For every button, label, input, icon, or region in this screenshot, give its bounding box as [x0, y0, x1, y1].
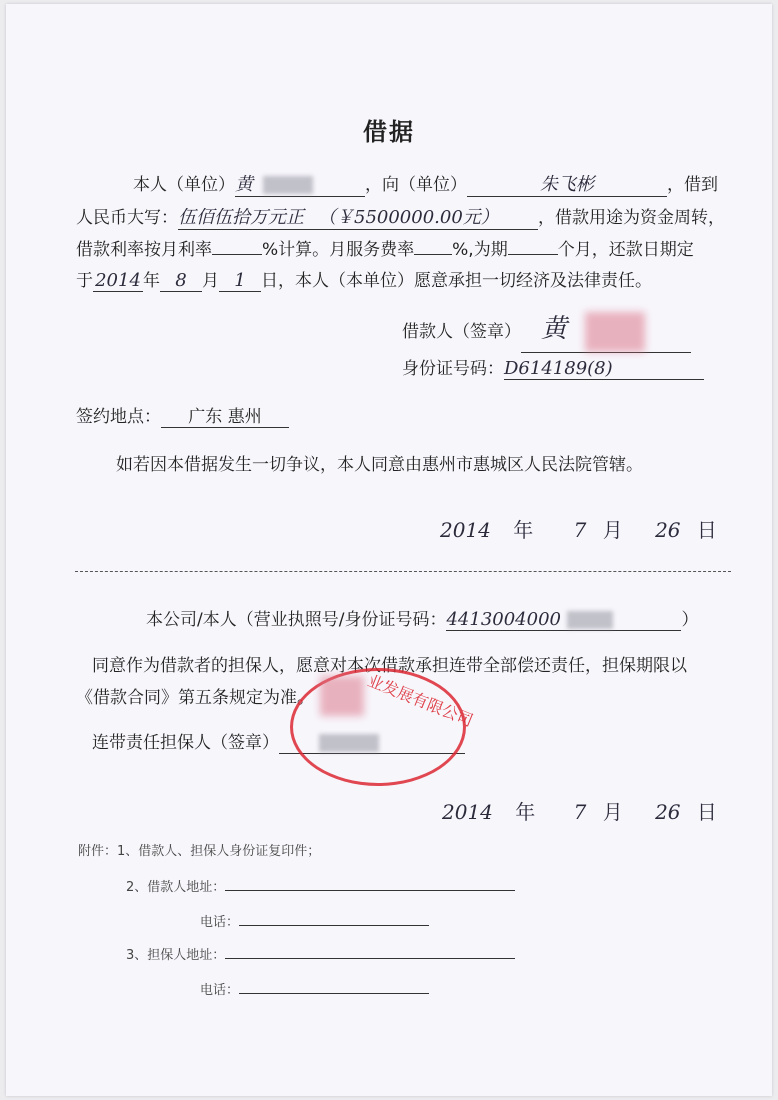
repay-label: 个月，还款日期定 [557, 240, 694, 260]
company-seal-text: 业发展有限公司 [364, 670, 476, 731]
signing-date-2 [442, 796, 717, 825]
guarantor-phone-blank [239, 981, 429, 994]
guarantor-license-label: 本公司/本人（营业执照号/身份证号码： [146, 610, 447, 630]
repay-month: 8 [160, 270, 202, 292]
document-title: 借据 [363, 118, 415, 146]
guarantor-phone-row [200, 979, 429, 998]
borrower-signature-row [402, 308, 691, 353]
borrower-name: 黄 [235, 174, 253, 195]
liability-text: 日，本人（本单位）愿意承担一切经济及法律责任。 [261, 271, 652, 291]
term-label: %,为期 [452, 240, 508, 260]
attachment-item-1: 附件：1、借款人、担保人身份证复印件； [78, 844, 321, 859]
cut-line-divider [75, 571, 731, 572]
redacted-license [567, 611, 613, 629]
date2-day: 26 [655, 800, 681, 824]
guarantor-sign-label: 连带责任担保人（签章） [92, 733, 279, 753]
borrower-phone-label: 电话： [200, 915, 240, 930]
borrower-phone-row [200, 911, 429, 930]
guarantor-license-line [146, 605, 698, 631]
place-value: 广东 惠州 [161, 402, 289, 428]
id-row [402, 354, 704, 380]
redacted-seal [320, 676, 364, 716]
repay-month-unit: 月 [202, 271, 219, 291]
date2-year: 2014 [442, 800, 493, 824]
lender-name-field [467, 170, 667, 197]
amount-line [76, 203, 725, 230]
repay-date-line [76, 266, 652, 292]
date1-day: 26 [655, 518, 681, 542]
purpose-text: ，借款用途为资金周转， [538, 208, 725, 228]
amount-numeric: （￥5500000.00元） [318, 207, 499, 228]
signing-date-1 [440, 514, 717, 543]
guarantor-license-number: 4413004000 [446, 609, 561, 630]
borrower-address-label: 2、借款人地址： [126, 880, 226, 895]
borrower-phone-blank [239, 913, 429, 926]
document-page [6, 4, 772, 1096]
borrower-signature-field [521, 308, 691, 353]
borrower-signature: 黄 [541, 314, 568, 344]
term-blank [508, 240, 558, 255]
attachment-item-3 [126, 944, 515, 963]
guarantee-text-1: 同意作为借款者的担保人，愿意对本次借款承担连带全部偿还责任，担保期限以 [92, 656, 687, 676]
rate-label: 借款利率按月利率 [76, 240, 212, 260]
repay-year: 2014 [93, 270, 143, 292]
dispute-clause: 如若因本借据发生一切争议，本人同意由惠州市惠城区人民法院管辖。 [116, 455, 643, 475]
attachment-item-2 [126, 876, 515, 895]
guarantee-text-2: 《借款合同》第五条规定为准。 [76, 688, 314, 708]
amount-field [178, 203, 538, 230]
rate-line [76, 235, 694, 260]
repay-prefix: 于 [76, 271, 93, 291]
guarantor-license-suffix: ） [681, 610, 699, 630]
id-number: D614189(8) [504, 358, 704, 380]
date2-day-unit: 日 [696, 800, 717, 824]
repay-day: 1 [219, 270, 261, 292]
amount-words: 伍佰伍拾万元正 [178, 207, 304, 228]
guarantor-phone-label: 电话： [200, 983, 240, 998]
date1-year: 2014 [440, 518, 491, 542]
borrower-prefix: 本人（单位） [133, 175, 235, 195]
redacted-name [263, 176, 313, 194]
date1-year-unit: 年 [513, 518, 534, 542]
lender-name: 朱飞彬 [540, 174, 594, 195]
guarantor-license-field [446, 609, 681, 631]
date1-month: 7 [573, 518, 587, 542]
fee-blank [414, 240, 452, 255]
borrower-address-blank [225, 878, 515, 891]
repay-year-unit: 年 [143, 271, 160, 291]
id-label: 身份证号码： [402, 359, 504, 379]
borrower-sign-label: 借款人（签章） [402, 322, 521, 342]
rate-blank [212, 240, 262, 255]
date1-day-unit: 日 [696, 518, 717, 542]
amount-prefix: 人民币大写： [76, 208, 178, 228]
fee-label: %计算。月服务费率 [262, 240, 415, 260]
date1-month-unit: 月 [602, 518, 623, 542]
date2-month: 7 [573, 800, 587, 824]
redacted-signature [585, 312, 645, 352]
borrower-line [133, 170, 718, 197]
place-row [76, 402, 289, 428]
borrow-suffix: ，借到 [667, 175, 718, 195]
guarantor-address-label: 3、担保人地址： [126, 948, 226, 963]
lender-prefix: ，向（单位） [365, 175, 467, 195]
borrower-name-field [235, 170, 365, 197]
guarantor-address-blank [225, 946, 515, 959]
place-label: 签约地点： [76, 407, 161, 427]
date2-month-unit: 月 [602, 800, 623, 824]
date2-year-unit: 年 [515, 800, 536, 824]
